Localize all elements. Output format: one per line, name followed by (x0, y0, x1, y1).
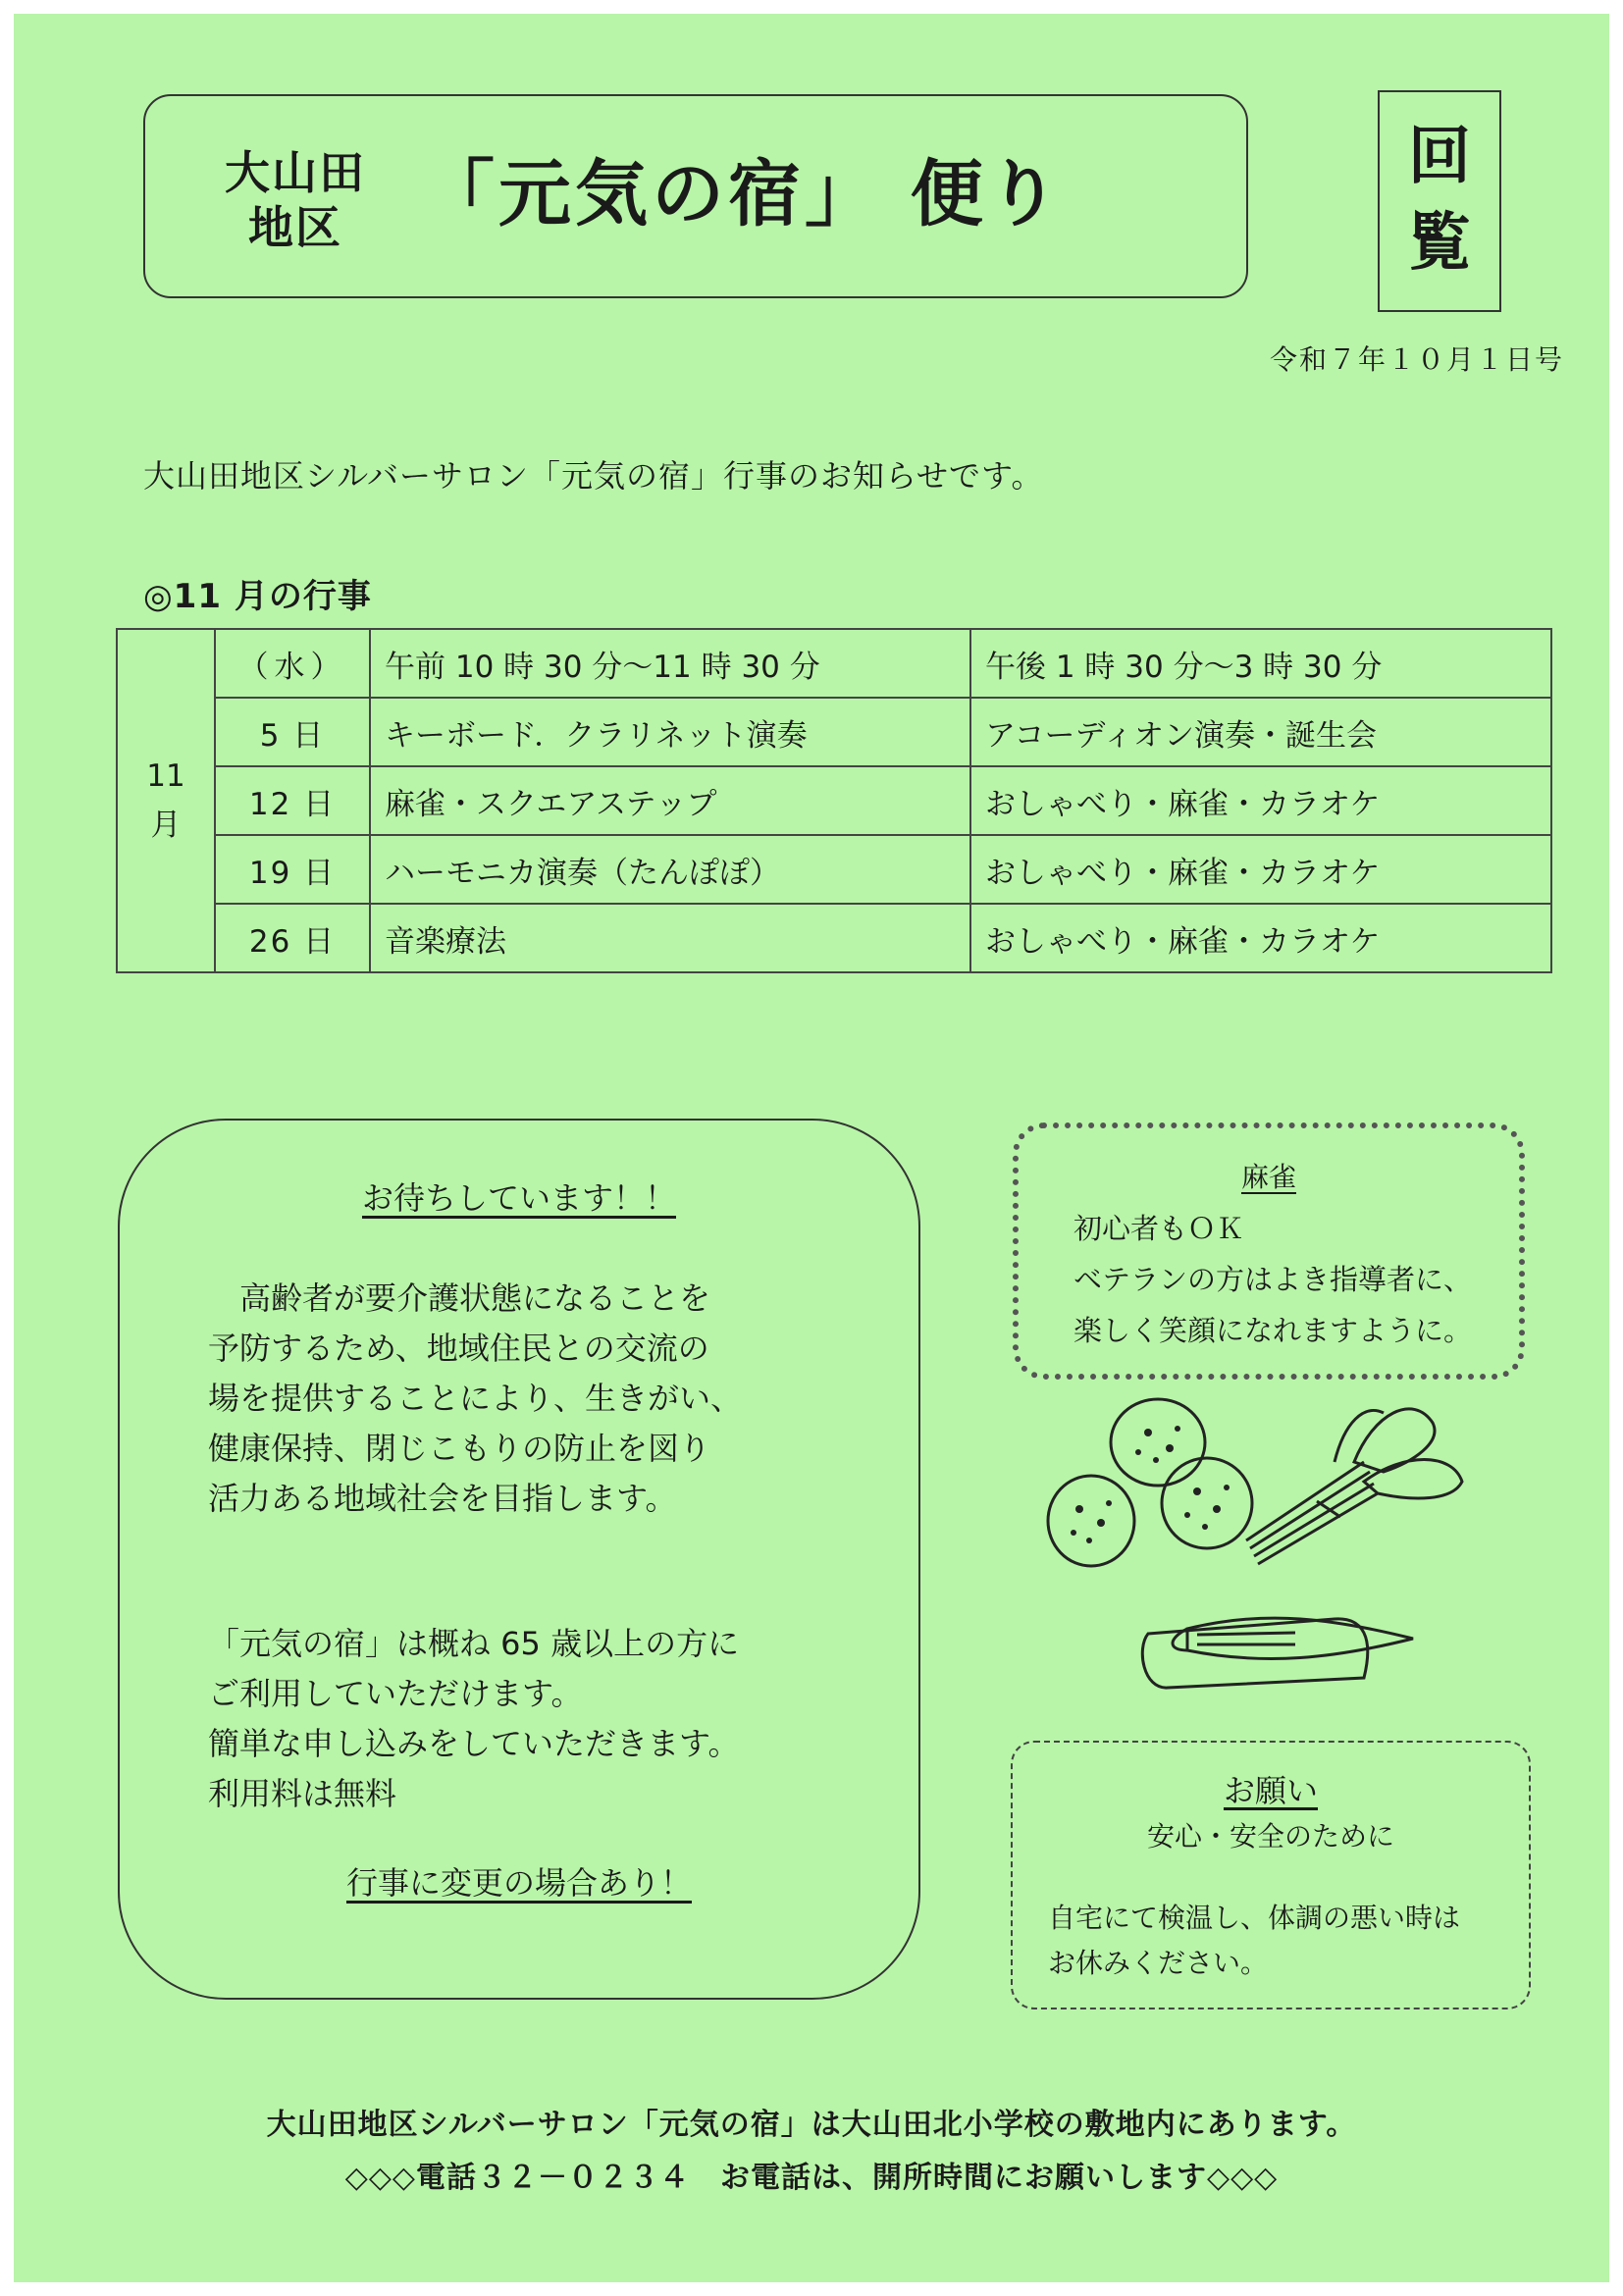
footer-location: 大山田地区シルバーサロン「元気の宿」は大山田北小学校の敷地内にあります。 (266, 2108, 1357, 2142)
row-day: 19 日 (215, 835, 370, 904)
info-line: 高齢者が要介護状態になることを (208, 1279, 711, 1317)
am-header: 午前 10 時 30 分～11 時 30 分 (370, 629, 970, 698)
grilled-squid-icon (1142, 1618, 1413, 1688)
row-day: 5 日 (215, 698, 370, 766)
info-line: 利用料は無料 (208, 1775, 397, 1812)
request-line: お休みください。 (1048, 1947, 1269, 1979)
circulation-char-1: 回 (1408, 121, 1471, 193)
info-line: 「元気の宿」は概ね 65 歳以上の方に (208, 1625, 740, 1662)
month-unit: 月 (150, 808, 182, 843)
schedule-table (116, 628, 1552, 973)
mahjong-line: ベテランの方はよき指導者に、 (1073, 1263, 1473, 1296)
footer-phone: ◇◇◇電話３２－０２３４ お電話は、開所時間にお願いします◇◇◇ (344, 2161, 1279, 2195)
month-cell (117, 629, 215, 972)
request-line: 自宅にて検温し、体調の悪い時は (1048, 1902, 1461, 1934)
mahjong-line: 楽しく笑顔になれますように。 (1073, 1314, 1473, 1347)
row-pm-event: おしゃべり・麻雀・カラオケ (970, 904, 1551, 972)
row-day: 26 日 (215, 904, 370, 972)
circulation-stamp (1378, 90, 1501, 312)
info-heading-text: お待ちしています！！ (361, 1179, 676, 1217)
table-row (117, 835, 1551, 904)
row-am-event: キーボード．クラリネット演奏 (370, 698, 970, 766)
change-notice (118, 1858, 920, 1904)
greens-icon (1246, 1409, 1462, 1564)
request-title (1011, 1766, 1531, 1811)
month-number: 11 (146, 758, 185, 794)
mahjong-title-text: 麻雀 (1240, 1161, 1296, 1193)
row-pm-event: おしゃべり・麻雀・カラオケ (970, 835, 1551, 904)
info-line: 場を提供することにより、生きがい、 (208, 1380, 743, 1417)
request-subtitle: 安心・安全のために (1146, 1820, 1394, 1852)
request-title-text: お願い (1223, 1772, 1318, 1809)
table-row (117, 698, 1551, 766)
info-line: 簡単な申し込みをしていただきます。 (208, 1725, 740, 1762)
info-line: 健康保持、閉じこもりの防止を図り (208, 1430, 711, 1467)
info-paragraph-1 (208, 1274, 742, 1524)
district-line-2: 地区 (248, 201, 342, 254)
section-title: ◎11 月の行事 (143, 577, 372, 616)
row-am-event: ハーモニカ演奏（たんぽぽ） (370, 835, 970, 904)
mahjong-line: 初心者もＯＫ (1073, 1212, 1245, 1245)
pm-header: 午後 1 時 30 分～3 時 30 分 (970, 629, 1551, 698)
page-title: 「元気の宿」 便り (422, 152, 1064, 236)
mahjong-text (1073, 1203, 1472, 1356)
row-pm-event: おしゃべり・麻雀・カラオケ (970, 766, 1551, 835)
request-text (1048, 1896, 1460, 1986)
circulation-char-2: 覧 (1408, 207, 1471, 280)
row-am-event: 麻雀・スクエアステップ (370, 766, 970, 835)
info-paragraph-2 (208, 1619, 739, 1819)
district-line-1: 大山田 (225, 146, 366, 199)
change-notice-text: 行事に変更の場合あり！ (345, 1864, 692, 1902)
food-illustration (1040, 1393, 1472, 1717)
table-row (117, 904, 1551, 972)
info-line: 予防するため、地域住民との交流の (208, 1330, 709, 1367)
issue-date: 令和７年１０月１日号 (1269, 343, 1564, 376)
mahjong-title (1013, 1156, 1525, 1195)
district-label (202, 145, 389, 255)
table-row (117, 766, 1551, 835)
info-line: ご利用していただけます。 (208, 1675, 583, 1712)
info-heading (118, 1174, 920, 1219)
row-day: 12 日 (215, 766, 370, 835)
weekday-header: （水） (215, 629, 370, 698)
info-line: 活力ある地域社会を目指します。 (208, 1480, 677, 1517)
croquette-icon (1048, 1399, 1252, 1566)
row-am-event: 音楽療法 (370, 904, 970, 972)
row-pm-event: アコーディオン演奏・誕生会 (970, 698, 1551, 766)
intro-text: 大山田地区シルバーサロン「元気の宿」行事のお知らせです。 (143, 457, 1044, 495)
table-header-row (117, 629, 1551, 698)
